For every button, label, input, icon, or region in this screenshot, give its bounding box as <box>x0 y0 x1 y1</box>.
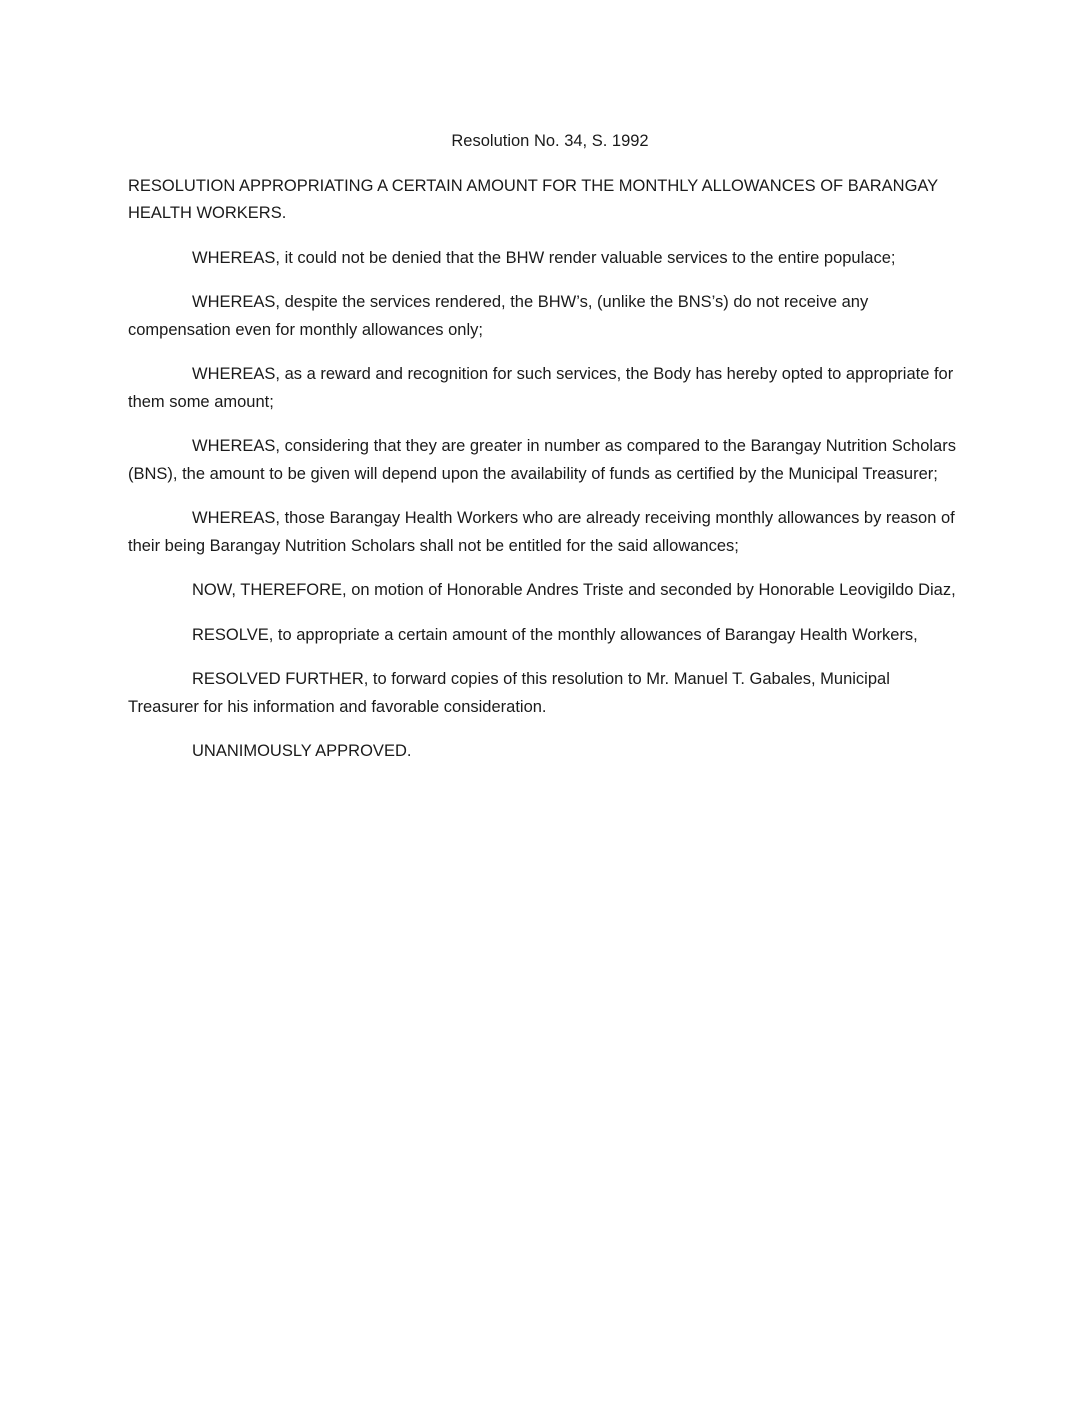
whereas-paragraph-1: WHEREAS, it could not be denied that the BHW render valuable services to the entire populace; <box>192 248 896 267</box>
resolved-further-paragraph: RESOLVED FURTHER, to forward copies of this resolution to Mr. Manuel T. Gabales, Municipal Treasurer for his information and favorable consideration. <box>128 670 890 716</box>
whereas-paragraph-3: WHEREAS, as a reward and recognition for such services, the Body has hereby opted to appropriate for them some amount; <box>128 365 954 411</box>
document-body <box>128 128 964 783</box>
whereas-paragraph-5: WHEREAS, those Barangay Health Workers who are already receiving monthly allowances by reason of their being Barangay Nutrition Scholars shall not be entitled for the said allowances; <box>128 509 955 555</box>
whereas-paragraph-2: WHEREAS, despite the services rendered, the BHW’s, (unlike the BNS’s) do not receive any compensation even for monthly allowances only; <box>128 293 869 339</box>
resolution-heading: RESOLUTION APPROPRIATING A CERTAIN AMOUNT FOR THE MONTHLY ALLOWANCES OF BARANGAY HEALTH WORKERS. <box>128 176 938 222</box>
whereas-paragraph-4: WHEREAS, considering that they are greater in number as compared to the Barangay Nutrition Scholars (BNS), the amount to be given will depend upon the availability of funds as certified by the Municipal Treasurer; <box>128 437 956 483</box>
resolve-paragraph: RESOLVE, to appropriate a certain amount of the monthly allowances of Barangay Health Workers, <box>192 625 918 644</box>
approval-statement: UNANIMOUSLY APPROVED. <box>192 742 412 760</box>
resolution-number-title: Resolution No. 34, S. 1992 <box>451 132 649 150</box>
motion-paragraph: NOW, THEREFORE, on motion of Honorable Andres Triste and seconded by Honorable Leovigildo Diaz, <box>192 581 956 599</box>
